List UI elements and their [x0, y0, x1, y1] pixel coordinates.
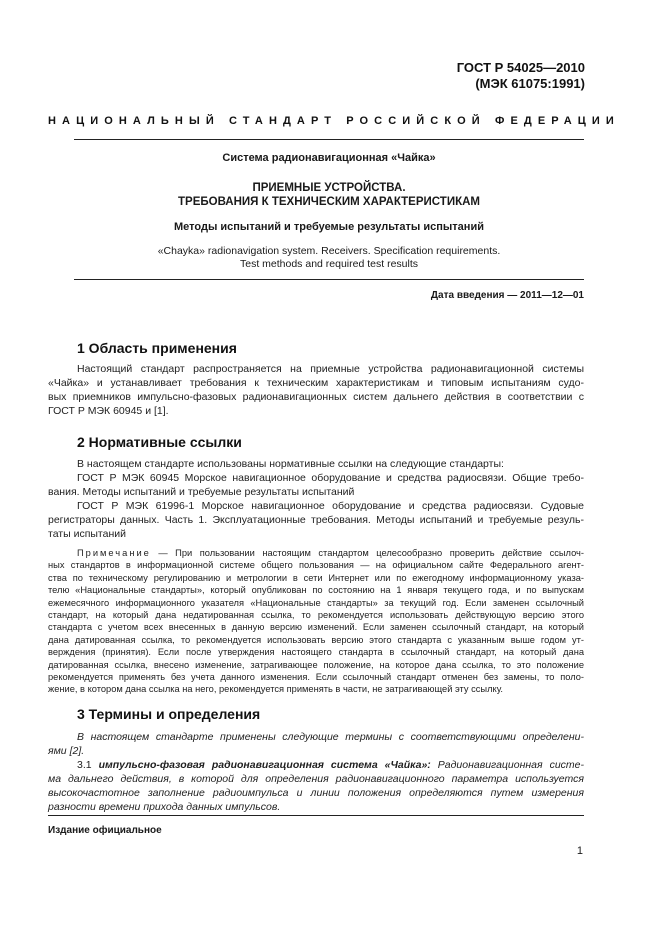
standard-intl-code: (МЭК 61075:1991) — [475, 76, 585, 91]
bottom-rule — [48, 815, 584, 816]
section-1-paragraph — [48, 362, 584, 418]
page-number: 1 — [576, 845, 583, 857]
section-3-paragraph — [48, 730, 584, 814]
text-line: регистраторы данных. Часть 1. Эксплуатационные требования. Методы испытаний и требуемые резуль- — [48, 514, 584, 526]
text-line: ГОСТ Р МЭК 61996-1 Морское навигационное оборудование и средства радиосвязи. Судовые — [77, 500, 584, 512]
top-rule — [74, 139, 584, 140]
text-line: вых приемников импульсно-фазовых радионавигационных систем дальнего действия в соответствии с — [48, 391, 584, 403]
text-line: «Чайка» и устанавливает требования к техническим характеристикам и типовым испытаниям судо- — [48, 377, 584, 389]
note-line: рекомендуется применять без учета данного изменения. Если ссылочный стандарт отменен без замены, то поло- — [48, 672, 584, 683]
note-line: ства по техническому регулированию и метрологии в сети Интернет или по ежегодному информационному указа- — [48, 572, 584, 583]
text-line: высокочастотное заполнение радиоимпульса и линии положения определяются путем измерения — [48, 787, 584, 799]
english-title-line-2: Test methods and required test results — [239, 258, 418, 270]
note-line: Примечание — При пользовании настоящим стандартом целесообразно проверить действие ссылоч- — [77, 548, 584, 558]
normative-note — [48, 547, 584, 696]
document-title — [74, 181, 584, 209]
note-line: верждения (принятия). Если после утверждения настоящего стандарта в ссылочный стандарт, на который дана — [48, 647, 584, 658]
text-line: вания. Методы испытаний и требуемые результаты испытаний — [48, 486, 355, 498]
section-2-heading: 2 Нормативные ссылки — [77, 434, 242, 450]
text-line: ями [2]. — [48, 745, 85, 757]
text-line: 3.1 импульсно-фазовая радионавигационная система «Чайка»: Радионавигационная систе- — [77, 759, 585, 771]
title-line-1: ПРИЕМНЫЕ УСТРОЙСТВА. — [252, 182, 406, 194]
subtitle-methods: Методы испытаний и требуемые результаты испытаний — [174, 221, 484, 233]
text-line: ГОСТ Р МЭК 60945 Морское навигационное оборудование и средства радиосвязи. Общие требо- — [77, 472, 584, 484]
text-line: ГОСТ Р МЭК 60945 и [1]. — [48, 405, 169, 417]
note-line: стандарта с учетом всех внесенных в данную версию изменений. Если заменен ссылочный стандарт, на который — [48, 622, 584, 633]
english-title-line-1: «Chayka» radionavigation system. Receivers. Specification requirements. — [157, 245, 501, 257]
national-standard-heading: НАЦИОНАЛЬНЫЙ СТАНДАРТ РОССИЙСКОЙ ФЕДЕРАЦИИ — [48, 115, 620, 127]
text-line: таты испытаний — [48, 528, 126, 540]
note-line: ных стандартов в информационной системе общего пользования — на официальном сайте Федерального агент- — [48, 560, 584, 571]
note-line: ежемесячного информационного указателя «Национальные стандарты» за текущий год. Если заменен ссылочный — [48, 597, 584, 608]
standard-code-block — [457, 60, 585, 92]
middle-rule — [74, 279, 584, 280]
note-line: датированная ссылка, внесено изменение, затрагивающее положение, на которое дана ссылка, то это положение — [48, 659, 584, 670]
introduction-date: Дата введения — 2011—12—01 — [430, 290, 584, 301]
standard-code: ГОСТ Р 54025—2010 — [456, 60, 585, 75]
english-title — [74, 245, 584, 271]
text-line: разности времени прихода данных импульсов. — [48, 801, 281, 813]
system-name: Система радионавигационная «Чайка» — [222, 152, 436, 164]
note-line: телю «Национальные стандарты», который опубликован по состоянию на 1 января текущего года, и по выпускам — [48, 585, 584, 596]
note-line: стандарт, на который дана недатированная ссылка, то рекомендуется использовать действующую версию этого — [48, 610, 584, 621]
note-line: жение, в котором дана ссылка на него, рекомендуется применять в части, не затрагивающей эту ссылку. — [48, 684, 504, 695]
text-line: В настоящем стандарте применены следующие термины с соответствующими определени- — [77, 731, 584, 743]
edition-label: Издание официальное — [48, 825, 162, 836]
section-2-paragraph — [48, 457, 584, 541]
text-line: Настоящий стандарт распространяется на приемные устройства радионавигационной системы — [77, 363, 584, 375]
section-1-heading: 1 Область применения — [77, 340, 237, 356]
text-line: В настоящем стандарте использованы нормативные ссылки на следующие стандарты: — [77, 458, 504, 470]
text-line: ма дальнего действия, в которой для определения радионавигационного параметра используется — [48, 773, 584, 785]
title-line-2: ТРЕБОВАНИЯ К ТЕХНИЧЕСКИМ ХАРАКТЕРИСТИКАМ — [178, 196, 480, 208]
section-3-heading: 3 Термины и определения — [77, 706, 261, 722]
note-label: Примечание — [77, 548, 151, 558]
term: импульсно-фазовая радионавигационная система «Чайка»: — [98, 759, 431, 771]
note-line: дана датированная ссылка, то рекомендуется использовать версию этого стандарта с указанным выше годом ут- — [48, 634, 584, 645]
